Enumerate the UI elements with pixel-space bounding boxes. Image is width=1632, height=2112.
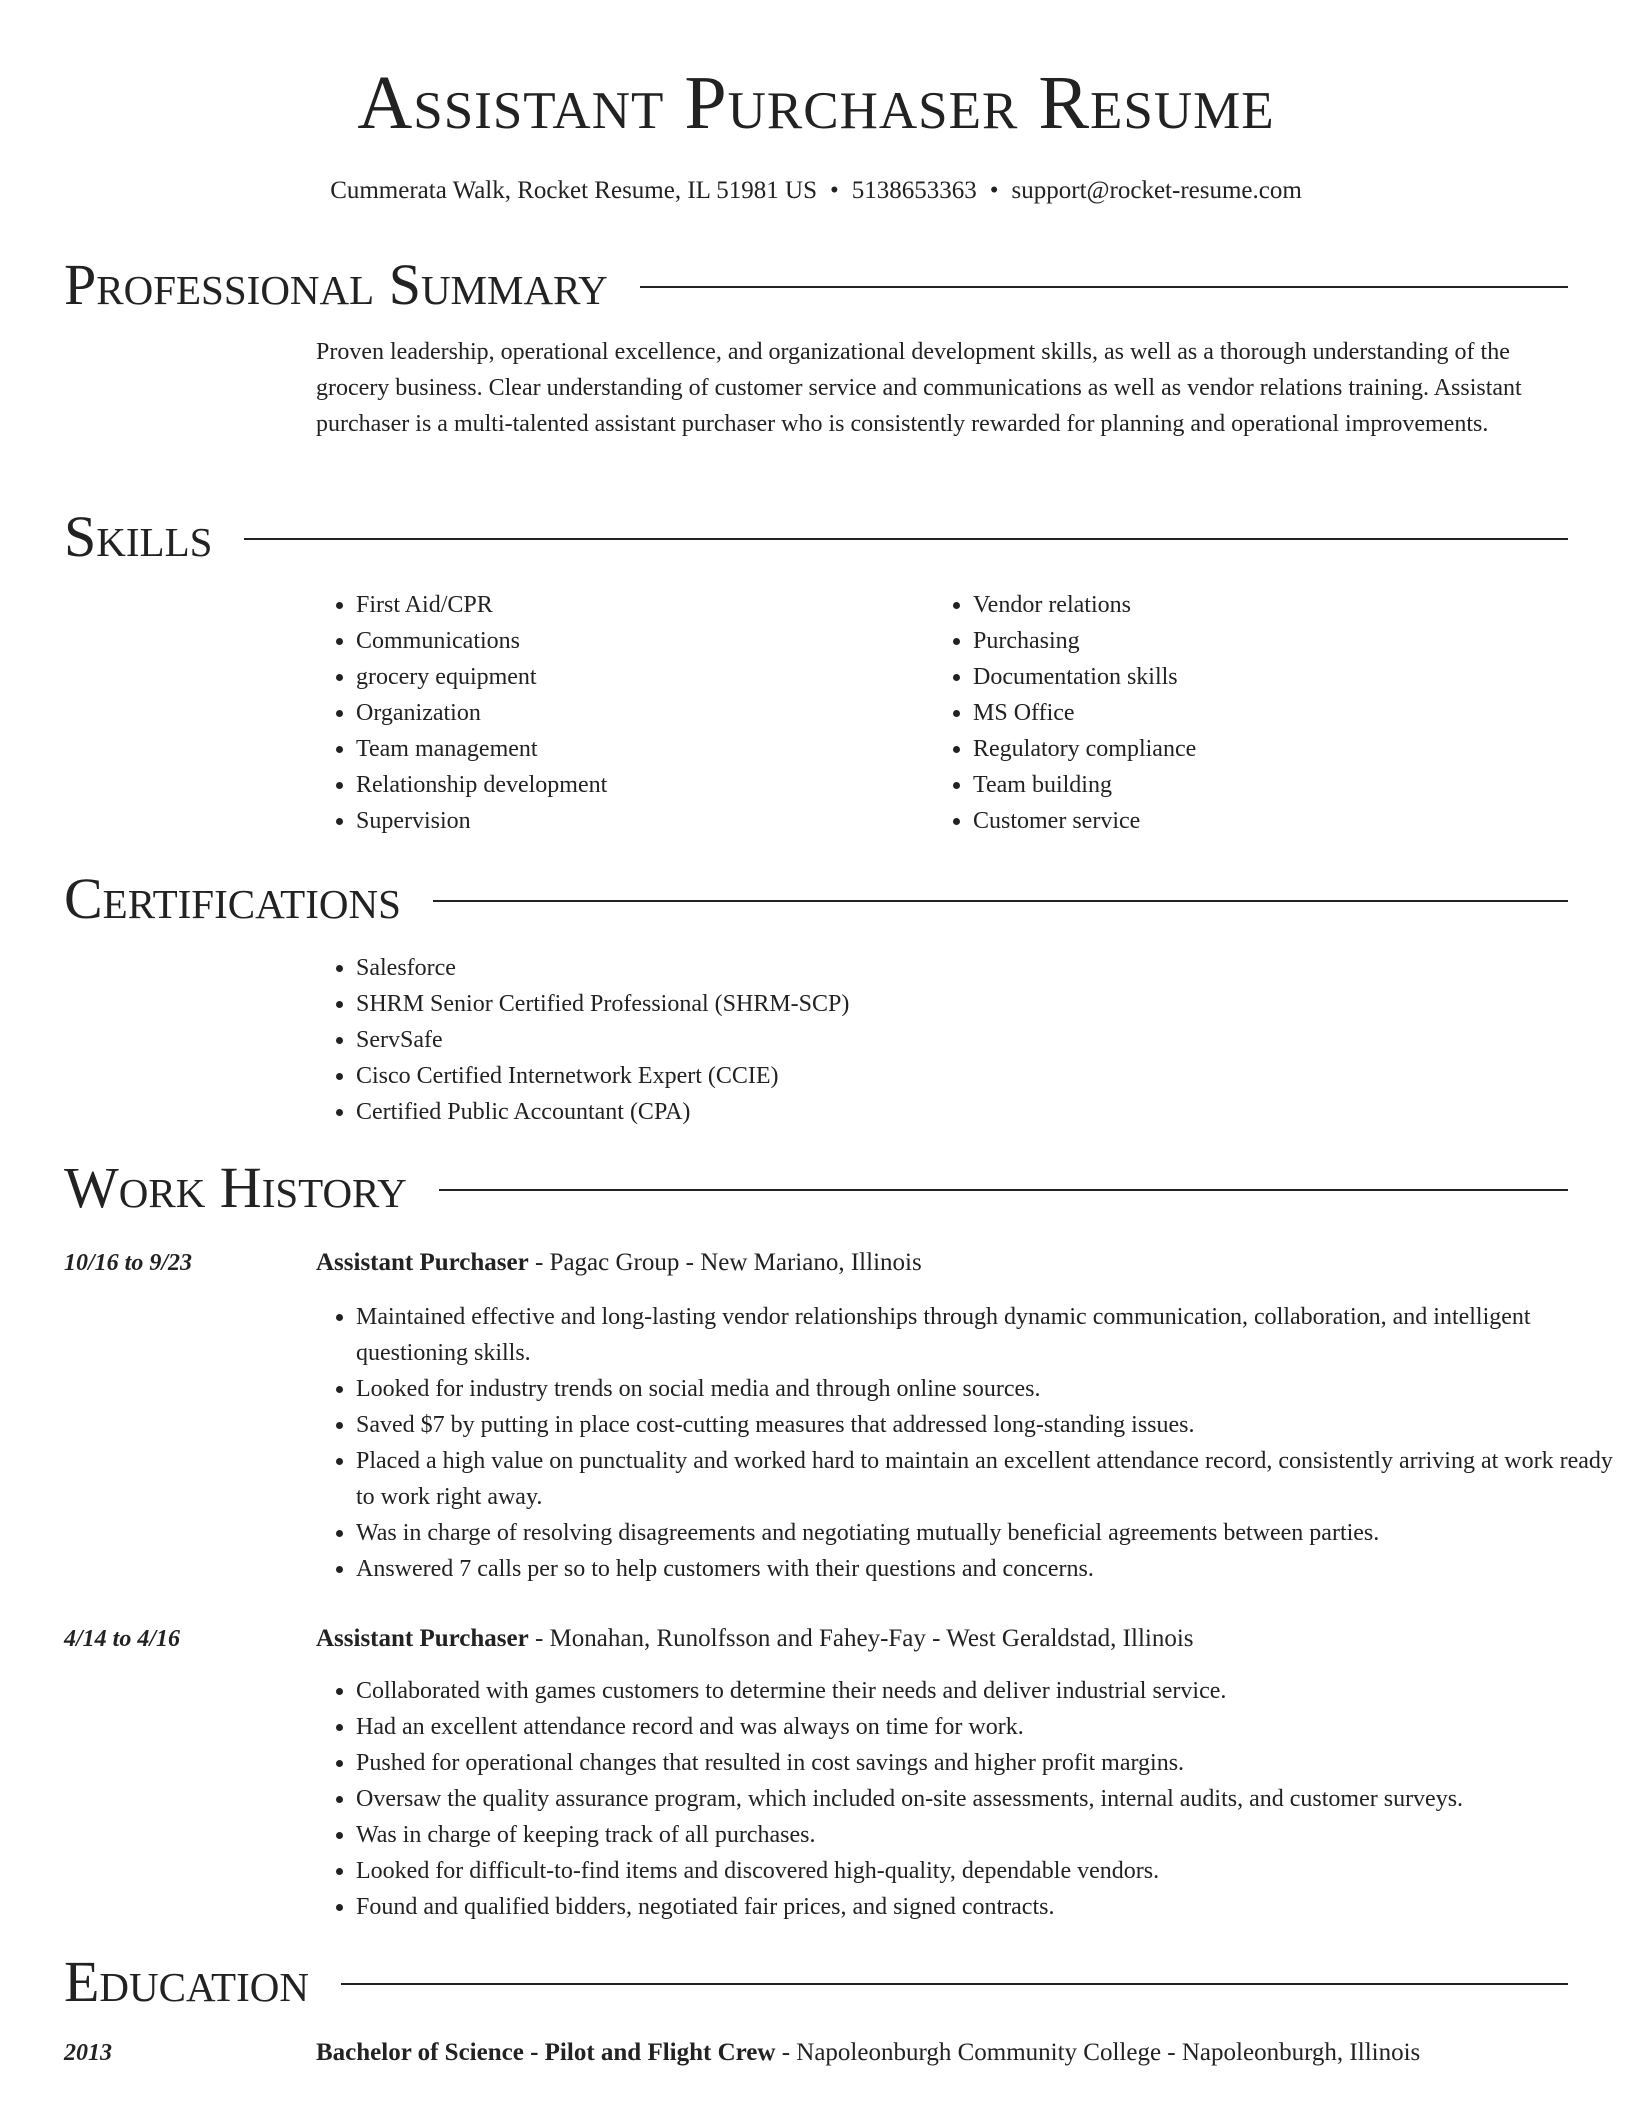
work-section-header (64, 1156, 1568, 1220)
list-item: • Found and qualified bidders, negotiated fair prices, and signed contracts. (356, 1889, 1616, 1925)
list-item: • Collaborated with games customers to determine their needs and deliver industrial service. (356, 1673, 1616, 1709)
job-heading (316, 1245, 1572, 1281)
summary-section-header (64, 253, 1568, 317)
job-title: Assistant Purchaser (316, 1249, 529, 1276)
summary-text: Proven leadership, operational excellence, and organizational development skills, as well as a thorough understanding of the grocery business. Clear understanding of customer service and communications as well as vendor relations training. Assistant purchaser is a multi-talented assistant purchaser who is consistently rewarded for planning and operational improvements. (316, 339, 1522, 437)
list-item: • Supervision (356, 803, 916, 839)
education-school-location: - Napoleonburgh Community College - Napoleonburgh, Illinois (775, 2039, 1421, 2066)
skills-list-right (929, 587, 1573, 839)
list-item: • Regulatory compliance (973, 731, 1573, 767)
list-item: • Team management (356, 731, 916, 767)
list-item: • Looked for difficult-to-find items and discovered high-quality, dependable vendors. (356, 1853, 1616, 1889)
job-company-location: - Pagac Group - New Mariano, Illinois (528, 1249, 922, 1276)
skills-heading: Skills (64, 504, 213, 569)
list-item: • Looked for industry trends on social media and through online sources. (356, 1371, 1616, 1407)
list-item: • Cisco Certified Internetwork Expert (CCIE) (356, 1058, 1612, 1094)
list-item: • Pushed for operational changes that resulted in cost savings and higher profit margins. (356, 1745, 1616, 1781)
section-divider (244, 538, 1568, 540)
summary-heading: Professional Summary (64, 252, 608, 317)
list-item: • Was in charge of keeping track of all purchases. (356, 1817, 1616, 1853)
work-heading: Work History (64, 1155, 407, 1220)
list-item: • Was in charge of resolving disagreements and negotiating mutually beneficial agreements between parties. (356, 1515, 1616, 1551)
list-item: • MS Office (973, 695, 1573, 731)
skills-list-left (312, 587, 916, 839)
list-item: • Answered 7 calls per so to help customers with their questions and concerns. (356, 1551, 1616, 1587)
list-item: • Certified Public Accountant (CPA) (356, 1094, 1612, 1130)
job-bullets (312, 1673, 1616, 1925)
list-item: • Vendor relations (973, 587, 1573, 623)
list-item: • grocery equipment (356, 659, 916, 695)
list-item: • Salesforce (356, 950, 1612, 986)
job-heading (316, 1621, 1572, 1657)
job-dates: 4/14 to 4/16 (64, 1626, 181, 1652)
job-bullets (312, 1299, 1616, 1587)
contact-email: support@rocket-resume.com (1011, 177, 1302, 204)
list-item: • Had an excellent attendance record and was always on time for work. (356, 1709, 1616, 1745)
section-divider (439, 1189, 1568, 1191)
certifications-list (312, 950, 1612, 1130)
education-degree: Bachelor of Science - Pilot and Flight Crew (316, 2039, 776, 2066)
section-divider (341, 1983, 1568, 1985)
certifications-heading: Certifications (64, 866, 401, 931)
list-item: • Oversaw the quality assurance program, which included on-site assessments, internal audits, and customer surveys. (356, 1781, 1616, 1817)
list-item: • First Aid/CPR (356, 587, 916, 623)
list-item: • Communications (356, 623, 916, 659)
education-section-header (64, 1950, 1568, 2014)
list-item: • Placed a high value on punctuality and worked hard to maintain an excellent attendance record, consistently arriving at work ready to work right away. (356, 1443, 1616, 1515)
contact-separator: • (989, 177, 999, 204)
page-title: Assistant Purchaser Resume (357, 61, 1275, 145)
list-item: • ServSafe (356, 1022, 1612, 1058)
list-item: • Saved $7 by putting in place cost-cutting measures that addressed long-standing issues. (356, 1407, 1616, 1443)
list-item: • Documentation skills (973, 659, 1573, 695)
education-year: 2013 (64, 2040, 112, 2066)
contact-address: Cummerata Walk, Rocket Resume, IL 51981 US (330, 177, 817, 204)
list-item: • SHRM Senior Certified Professional (SHRM-SCP) (356, 986, 1612, 1022)
education-heading: Education (64, 1949, 309, 2014)
list-item: • Maintained effective and long-lasting vendor relationships through dynamic communication, collaboration, and intelligent questioning skills. (356, 1299, 1616, 1371)
list-item: • Relationship development (356, 767, 916, 803)
certifications-section-header (64, 867, 1568, 931)
job-title: Assistant Purchaser (316, 1625, 529, 1652)
job-dates: 10/16 to 9/23 (64, 1250, 193, 1276)
education-entry (316, 2035, 1572, 2071)
list-item: • Organization (356, 695, 916, 731)
section-divider (640, 286, 1568, 288)
section-divider (433, 900, 1568, 902)
job-company-location: - Monahan, Runolfsson and Fahey-Fay - West Geraldstad, Illinois (528, 1625, 1194, 1652)
list-item: • Team building (973, 767, 1573, 803)
list-item: • Purchasing (973, 623, 1573, 659)
contact-line (0, 174, 1632, 208)
list-item: • Customer service (973, 803, 1573, 839)
contact-separator: • (829, 177, 839, 204)
contact-phone: 5138653363 (851, 177, 977, 204)
skills-section-header (64, 505, 1568, 569)
